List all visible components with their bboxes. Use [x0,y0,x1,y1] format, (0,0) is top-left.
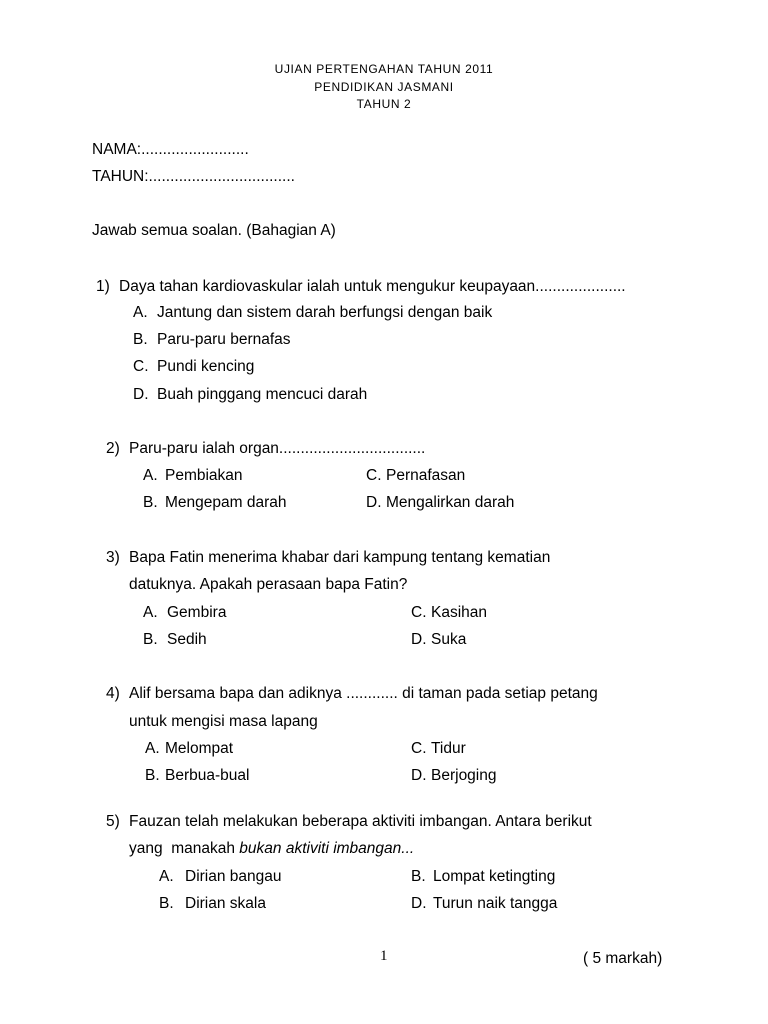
option-text: Jantung dan sistem darah berfungsi dengan baik [157,304,493,321]
option-letter: B. [143,631,158,648]
option-letter: C. [411,604,427,621]
option-letter: B. [159,895,174,912]
option-letter: D. [366,494,382,511]
year-field: TAHUN:.................................. [92,168,295,185]
option-letter: A. [159,868,174,885]
question-number: 4) [106,685,120,702]
option-text: Mengalirkan darah [386,494,515,511]
option-letter: A. [145,740,160,757]
option-text: Pembiakan [165,467,243,484]
question-text: Paru-paru ialah organ.................................. [129,440,426,457]
option-letter: D. [411,767,427,784]
option-text: Kasihan [431,604,488,621]
option-text: Suka [431,631,467,648]
option-letter: D. [411,631,427,648]
option-text: Gembira [167,604,227,621]
question-number: 5) [106,813,120,830]
option-letter: B. [143,494,158,511]
option-letter: C. [133,358,149,375]
question-text: Alif bersama bapa dan adiknya ............ di taman pada setiap petang [129,685,598,702]
option-letter: A. [143,604,158,621]
question-number: 3) [106,549,120,566]
option-letter: D. [133,386,149,403]
option-letter: D. [411,895,427,912]
question-text-emphasis: bukan aktiviti imbangan... [239,840,415,857]
question-text: Fauzan telah melakukan beberapa aktiviti imbangan. Antara berikut [129,813,592,830]
option-text: Tidur [431,740,466,757]
question-number: 1) [96,278,110,295]
question-text-prefix: yang manakah [129,840,240,857]
option-text: Dirian bangau [185,868,282,885]
option-text: Dirian skala [185,895,266,912]
option-text: Lompat ketingting [433,868,556,885]
option-letter: B. [145,767,160,784]
option-text: Sedih [167,631,207,648]
subject-title: PENDIDIKAN JASMANI [314,80,454,94]
option-letter: A. [143,467,158,484]
year-title: TAHUN 2 [356,97,412,111]
option-text: Pundi kencing [157,358,255,375]
question-text: Bapa Fatin menerima khabar dari kampung tentang kematian [129,549,551,566]
question-text: datuknya. Apakah perasaan bapa Fatin? [129,576,408,593]
option-letter: B. [133,331,148,348]
option-text: Berbua-bual [165,767,250,784]
option-letter: C. [411,740,427,757]
option-text: Berjoging [431,767,497,784]
question-number: 2) [106,440,120,457]
instruction: Jawab semua soalan. (Bahagian A) [92,222,336,239]
option-text: Buah pinggang mencuci darah [157,386,368,403]
question-text: untuk mengisi masa lapang [129,713,318,730]
marks-label: ( 5 markah) [583,950,663,967]
page-number: 1 [380,948,388,964]
option-letter: A. [133,304,148,321]
option-text: Pernafasan [386,467,466,484]
option-letter: C. [366,467,382,484]
name-field: NAMA:......................... [92,141,249,158]
question-text: Daya tahan kardiovaskular ialah untuk mengukur keupayaan..................... [119,278,626,295]
option-text: Turun naik tangga [433,895,558,912]
option-text: Melompat [165,740,234,757]
option-text: Mengepam darah [165,494,287,511]
option-text: Paru-paru bernafas [157,331,291,348]
question-text [129,840,414,858]
exam-title: UJIAN PERTENGAHAN TAHUN 2011 [274,62,494,76]
option-letter: B. [411,868,426,885]
